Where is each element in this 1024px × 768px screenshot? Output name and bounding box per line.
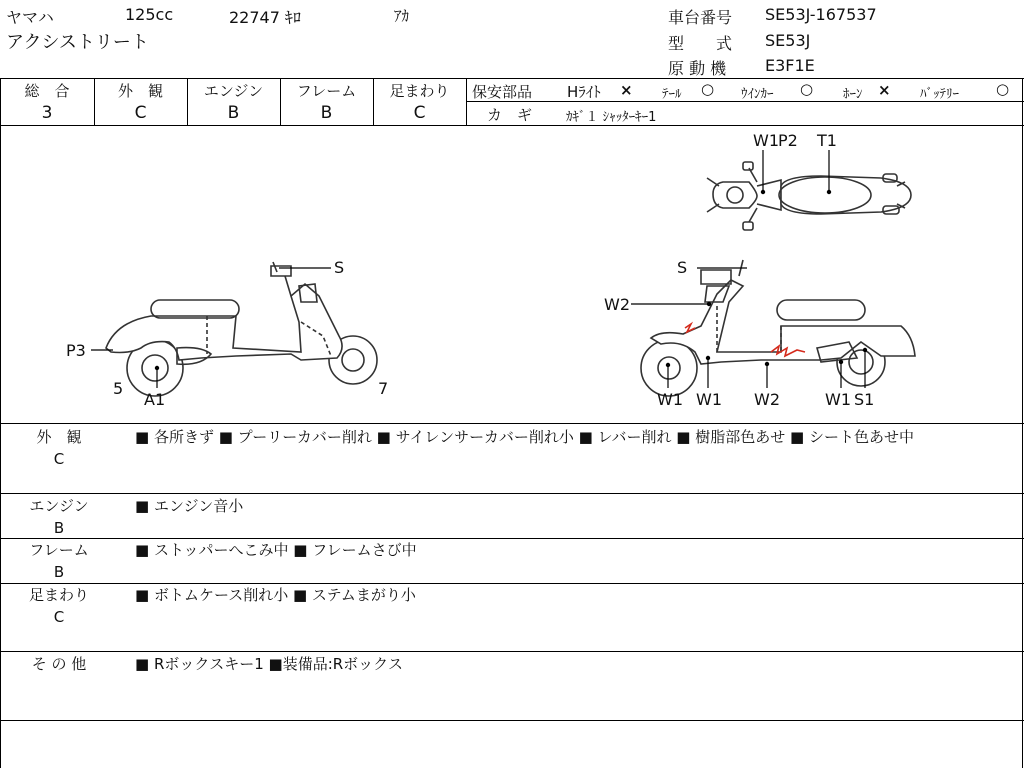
maker: ヤマハ bbox=[6, 8, 54, 27]
label-a1: A1 bbox=[144, 390, 166, 409]
horn-mark: × bbox=[878, 81, 891, 99]
divider bbox=[0, 493, 1024, 494]
label-w1-top: W1 bbox=[753, 131, 779, 150]
scooter-top-view bbox=[707, 162, 911, 230]
section-frame-text: ■ ストッパーへこみ中 ■ フレームさび中 bbox=[135, 541, 417, 559]
safety-label: 保安部品 bbox=[472, 83, 533, 101]
divider bbox=[466, 78, 467, 125]
label-t1: T1 bbox=[817, 131, 837, 150]
battery-mark: ○ bbox=[996, 80, 1010, 98]
section-suspension-text: ■ ボトムケース削れ小 ■ ステムまがり小 bbox=[135, 586, 416, 604]
type-label: 型 式 bbox=[668, 34, 733, 53]
divider bbox=[0, 423, 1024, 424]
battery-label: ﾊﾞｯﾃﾘｰ bbox=[920, 87, 959, 102]
section-exterior-label: 外 観 bbox=[36, 428, 82, 446]
label-s1: S1 bbox=[854, 390, 875, 409]
horn-label: ﾎｰﾝ bbox=[843, 87, 863, 102]
grade-value-suspension: C bbox=[413, 103, 426, 123]
key-value: ｶｷﾞ１ ｼｬｯﾀｰｷｰ1 bbox=[566, 110, 657, 125]
section-engine-label: エンジン bbox=[29, 497, 89, 515]
grade-label-engine: エンジン bbox=[203, 82, 264, 100]
scooter-left-view bbox=[106, 262, 377, 396]
grade-label-exterior: 外 観 bbox=[117, 82, 163, 100]
engine-label: 原 動 機 bbox=[668, 59, 727, 78]
section-exterior-text: ■ 各所きず ■ プーリーカバー削れ ■ サイレンサーカバー削れ小 ■ レバー削れ ■ 樹脂部色あせ ■ シート色あせ中 bbox=[135, 428, 914, 446]
label-w2-lower: W2 bbox=[754, 390, 780, 409]
section-other-text: ■ Rボックスキー1 ■装備品:Rボックス bbox=[135, 655, 404, 673]
label-p2: P2 bbox=[778, 131, 798, 150]
label-w2-upper: W2 bbox=[604, 295, 630, 314]
frame-no-label: 車台番号 bbox=[668, 8, 733, 27]
grade-label-frame: フレーム bbox=[296, 82, 357, 100]
section-engine-grade: B bbox=[53, 519, 65, 537]
section-other-label: そ の 他 bbox=[31, 655, 87, 673]
label-w1-b: W1 bbox=[696, 390, 722, 409]
divider bbox=[0, 78, 1024, 79]
label-w1-c: W1 bbox=[825, 390, 851, 409]
type-value: SE53J bbox=[765, 31, 811, 50]
headlight-mark: × bbox=[620, 81, 633, 99]
grade-value-engine: B bbox=[227, 103, 240, 123]
tail-label: ﾃｰﾙ bbox=[662, 87, 682, 102]
key-label: カ ギ bbox=[487, 106, 533, 124]
frame-no: SE53J-167537 bbox=[765, 5, 877, 24]
label-p3: P3 bbox=[66, 341, 86, 360]
grade-label-suspension: 足まわり bbox=[389, 82, 450, 100]
mileage: 22747 ｷﾛ bbox=[229, 8, 301, 27]
label-s-right: S bbox=[677, 258, 688, 277]
section-frame-grade: B bbox=[53, 563, 65, 581]
section-suspension-label: 足まわり bbox=[28, 586, 89, 604]
headlight-label: Hﾗｲﾄ bbox=[567, 83, 601, 101]
winker-label: ｳｲﾝｶｰ bbox=[741, 87, 774, 102]
model-name: アクシストリート bbox=[6, 32, 149, 53]
grade-value-frame: B bbox=[320, 103, 333, 123]
scooter-right-view bbox=[641, 260, 915, 396]
label-w1-a: W1 bbox=[657, 390, 683, 409]
grade-label-overall: 総 合 bbox=[24, 82, 70, 100]
label-5: 5 bbox=[113, 379, 124, 398]
section-exterior-grade: C bbox=[53, 450, 65, 468]
diagram-labels bbox=[66, 131, 874, 409]
color: ｱｶ bbox=[394, 7, 410, 25]
damage-diagram bbox=[1, 126, 1023, 422]
divider bbox=[0, 651, 1024, 652]
section-suspension-grade: C bbox=[53, 608, 65, 626]
tail-mark: ○ bbox=[701, 80, 715, 98]
section-frame-label: フレーム bbox=[29, 541, 89, 559]
label-s-left: S bbox=[334, 258, 345, 277]
winker-mark: ○ bbox=[800, 80, 814, 98]
divider bbox=[0, 720, 1024, 721]
label-7: 7 bbox=[378, 379, 389, 398]
grade-value-overall: 3 bbox=[41, 103, 53, 123]
displacement: 125cc bbox=[125, 5, 174, 24]
engine-value: E3F1E bbox=[765, 56, 815, 75]
grade-value-exterior: C bbox=[134, 103, 147, 123]
section-engine-text: ■ エンジン音小 bbox=[135, 497, 244, 515]
leader-dots bbox=[155, 190, 867, 370]
